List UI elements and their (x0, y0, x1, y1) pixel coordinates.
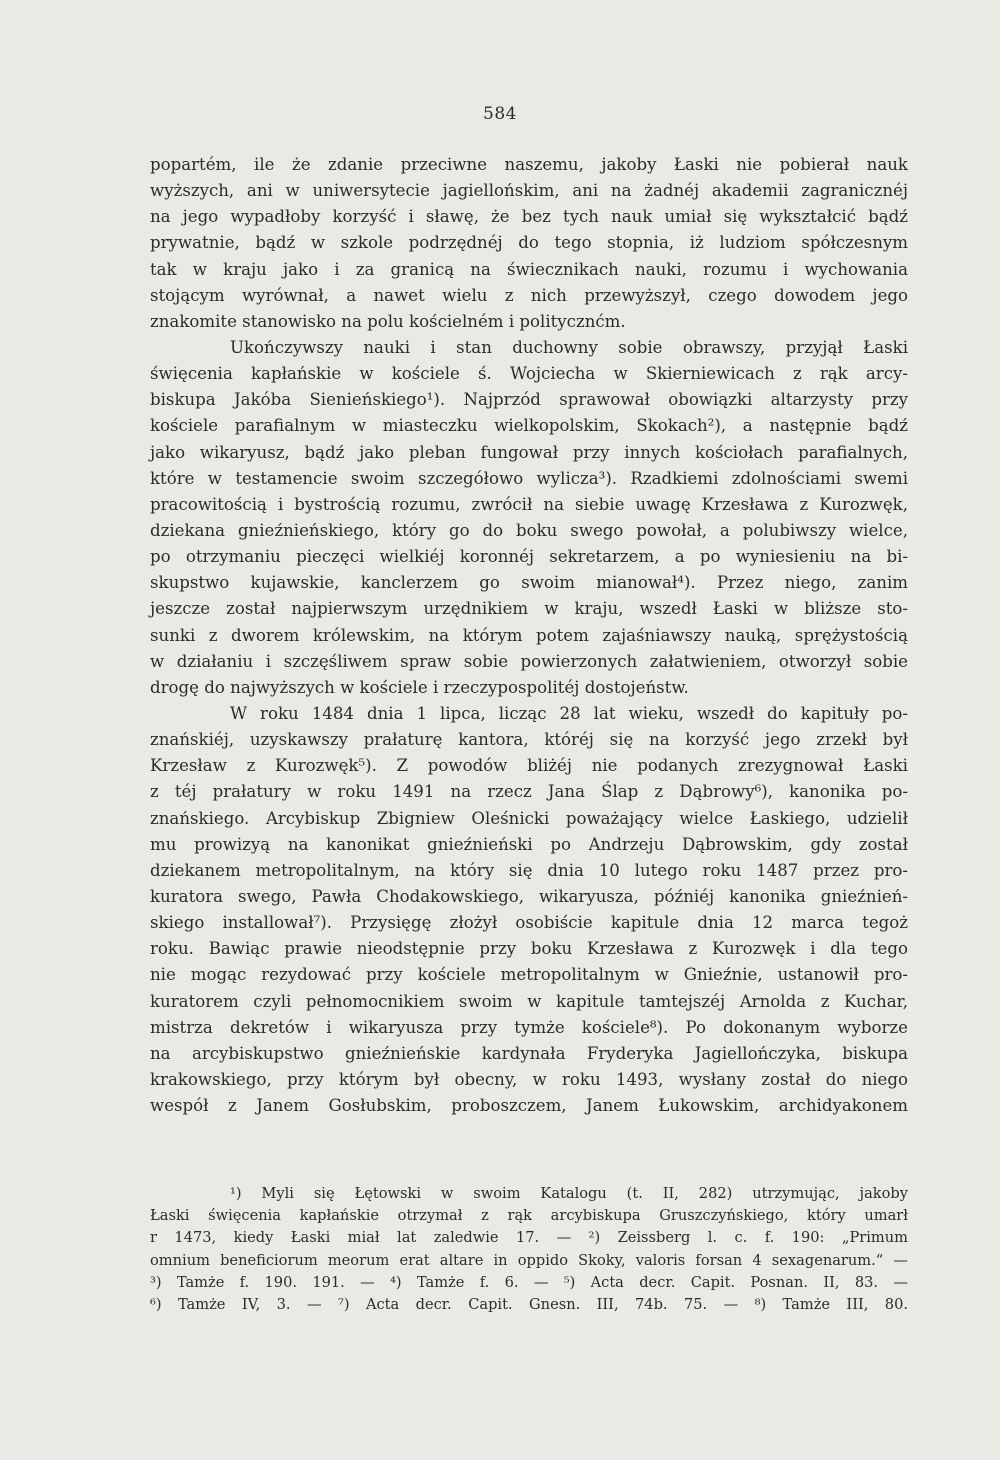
text-line: wespół z Janem Gosłubskim, proboszczem, Janem Łukowskim, archidyakonem (150, 1096, 908, 1116)
text-line: prywatnie, bądź w szkole podrzędnéj do tego stopnia, iż ludziom spółczesnym (150, 233, 908, 253)
text-line: roku. Bawiąc prawie nieodstępnie przy boku Krzesława z Kurozwęk i dla tego (150, 939, 908, 959)
text-line: stojącym wyrównał, a nawet wielu z nich przewyższył, czego dowodem jego (150, 285, 908, 305)
text-line: nie mogąc rezydować przy kościele metropolitalnym w Gnieźnie, ustanowił pro- (150, 965, 908, 985)
text-line: znańskiéj, uzyskawszy prałaturę kantora, któréj się na korzyść jego zrzekł był (150, 730, 908, 750)
text-line: tak w kraju jako i za granicą na świecznikach nauki, rozumu i wychowania (150, 259, 908, 279)
text-line: wyższych, ani w uniwersytecie jagiellońskim, ani na żadnéj akademii zagranicznéj (150, 181, 908, 201)
text-line: skiego installował⁷). Przysięgę złożył osobiście kapitule dnia 12 marca tegoż (150, 913, 908, 933)
text-line: które w testamencie swoim szczegółowo wylicza³). Rzadkiemi zdolnościami swemi (150, 468, 908, 488)
text-line: na jego wypadłoby korzyść i sławę, że bez tych nauk umiał się wykształcić bądź (150, 207, 908, 227)
footnote-line: ⁶) Tamże IV, 3. — ⁷) Acta decr. Capit. Gnesn. III, 74b. 75. — ⁸) Tamże III, 80. (150, 1295, 908, 1313)
text-line: na arcybiskupstwo gnieźnieńskie kardynała Fryderyka Jagiellończyka, biskupa (150, 1043, 908, 1063)
text-line: dziekana gnieźnieńskiego, który go do boku swego powołał, a polubiwszy wielce, (150, 520, 908, 540)
text-line: kuratorem czyli pełnomocnikiem swoim w kapitule tamtejszéj Arnolda z Kuchar, (150, 991, 908, 1011)
text-line: kościele parafialnym w miasteczku wielkopolskim, Skokach²), a następnie bądź (150, 416, 908, 436)
footnote-line: ³) Tamże f. 190. 191. — ⁴) Tamże f. 6. — ⁵) Acta decr. Capit. Posnan. II, 83. — (150, 1273, 908, 1291)
text-line: w działaniu i szczęśliwem spraw sobie powierzonych załatwieniem, otworzył sobie (150, 651, 908, 671)
text-line: biskupa Jakóba Sienieńskiego¹). Najprzód sprawował obowiązki altarzysty przy (150, 390, 908, 410)
footnote-line: Łaski święcenia kapłańskie otrzymał z rąk arcybiskupa Gruszczyńskiego, który umarł (150, 1207, 908, 1225)
text-line: W roku 1484 dnia 1 lipca, licząc 28 lat wieku, wszedł do kapituły po- (230, 703, 908, 723)
text-line: drogę do najwyższych w kościele i rzeczypospolitéj dostojeństw. (150, 677, 689, 697)
text-line: po otrzymaniu pieczęci wielkiéj koronnéj sekretarzem, a po wyniesieniu na bi- (150, 547, 908, 567)
footnote-line: ¹) Myli się Łętowski w swoim Katalogu (t. II, 282) utrzymując, jakoby (230, 1185, 908, 1202)
text-line: Krzesław z Kurozwęk⁵). Z powodów bliżéj nie podanych zrezygnował Łaski (150, 756, 908, 776)
footnote-line: r 1473, kiedy Łaski miał lat zaledwie 17. — ²) Zeissberg l. c. f. 190: „Primum (150, 1229, 908, 1247)
footnote-line: omnium beneficiorum meorum erat altare in oppido Skoky, valoris forsan 4 sexagenarum.“ — (150, 1251, 908, 1269)
text-line: pracowitością i bystrością rozumu, zwrócił na siebie uwagę Krzesława z Kurozwęk, (150, 494, 908, 514)
text-line: jeszcze został najpierwszym urzędnikiem w kraju, wszedł Łaski w bliższe sto- (150, 599, 908, 619)
text-line: z téj prałatury w roku 1491 na rzecz Jana Ślap z Dąbrowy⁶), kanonika po- (150, 782, 908, 802)
main-text-block (150, 152, 908, 1119)
text-line: mistrza dekretów i wikaryusza przy tymże kościele⁸). Po dokonanym wyborze (150, 1017, 908, 1037)
text-line: znańskiego. Arcybiskup Zbigniew Oleśnicki poważający wielce Łaskiego, udzielił (150, 808, 908, 828)
text-line: sunki z dworem królewskim, na którym potem zajaśniawszy nauką, sprężystością (150, 625, 908, 645)
text-line: znakomite stanowisko na polu kościelném i politycznćm. (150, 311, 626, 331)
footnotes-block (150, 1183, 908, 1316)
text-line: jako wikaryusz, bądź jako pleban fungował przy innych kościołach parafialnych, (150, 442, 908, 462)
text-line: skupstwo kujawskie, kanclerzem go swoim mianował⁴). Przez niego, zanim (150, 573, 908, 593)
text-line: dziekanem metropolitalnym, na który się dnia 10 lutego roku 1487 przez pro- (150, 860, 908, 880)
text-line: kuratora swego, Pawła Chodakowskiego, wikaryusza, późniéj kanonika gnieźnień- (150, 886, 908, 906)
text-line: Ukończywszy nauki i stan duchowny sobie obrawszy, przyjął Łaski (230, 337, 908, 357)
text-line: krakowskiego, przy którym był obecny, w roku 1493, wysłany został do niego (150, 1069, 908, 1089)
text-line: mu prowizyą na kanonikat gnieźnieński po Andrzeju Dąbrowskim, gdy został (150, 834, 908, 854)
text-line: popartém, ile że zdanie przeciwne naszemu, jakoby Łaski nie pobierał nauk (150, 155, 908, 174)
text-line: święcenia kapłańskie w kościele ś. Wojciecha w Skierniewicach z rąk arcy- (150, 364, 908, 384)
page-number: 584 (483, 104, 517, 124)
